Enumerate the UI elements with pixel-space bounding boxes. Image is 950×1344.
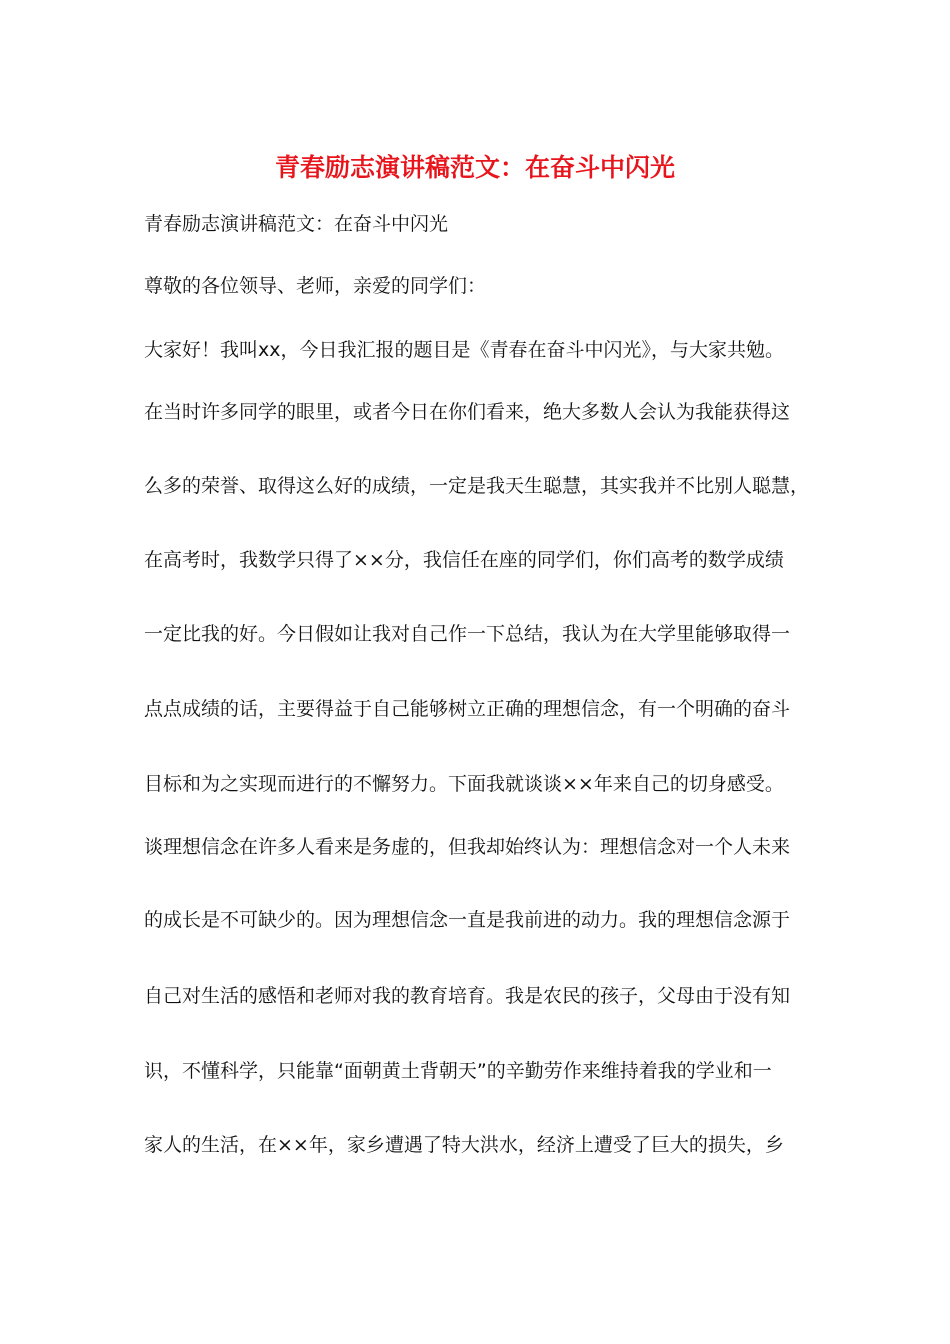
paragraph-line: 目标和为之实现而进行的不懈努力。下面我就谈谈××年来自己的切身感受。 [144,773,784,795]
paragraph-line: 谈理想信念在许多人看来是务虚的，但我却始终认为：理想信念对一个人未来 [144,836,791,858]
document-title: 青春励志演讲稿范文：在奋斗中闪光 [274,153,675,182]
subtitle-line: 青春励志演讲稿范文：在奋斗中闪光 [144,213,449,235]
paragraph-line: 在当时许多同学的眼里，或者今日在你们看来，绝大多数人会认为我能获得这 [144,401,791,423]
salutation-line: 尊敬的各位领导、老师，亲爱的同学们： [144,275,487,297]
paragraph-line: 的成长是不可缺少的。因为理想信念一直是我前进的动力。我的理想信念源于 [144,909,791,931]
paragraph-line: 识，不懂科学，只能靠“面朝黄土背朝天”的辛勤劳作来维持着我的学业和一 [144,1060,772,1082]
paragraph-line: 点点成绩的话，主要得益于自己能够树立正确的理想信念，有一个明确的奋斗 [144,698,791,720]
paragraph-line: 家人的生活，在××年，家乡遭遇了特大洪水，经济上遭受了巨大的损失，乡 [144,1134,784,1156]
paragraph-line: 自己对生活的感悟和老师对我的教育培育。我是农民的孩子，父母由于没有知 [144,985,791,1007]
paragraph-line: 么多的荣誉、取得这么好的成绩，一定是我天生聪慧，其实我并不比别人聪慧， [144,475,810,497]
paragraph-line: 在高考时，我数学只得了××分，我信任在座的同学们，你们高考的数学成绩 [144,549,784,571]
paragraph-line: 一定比我的好。今日假如让我对自己作一下总结，我认为在大学里能够取得一 [144,623,791,645]
paragraph-line: 大家好！我叫xx，今日我汇报的题目是《青春在奋斗中闪光》，与大家共勉。 [144,339,784,361]
